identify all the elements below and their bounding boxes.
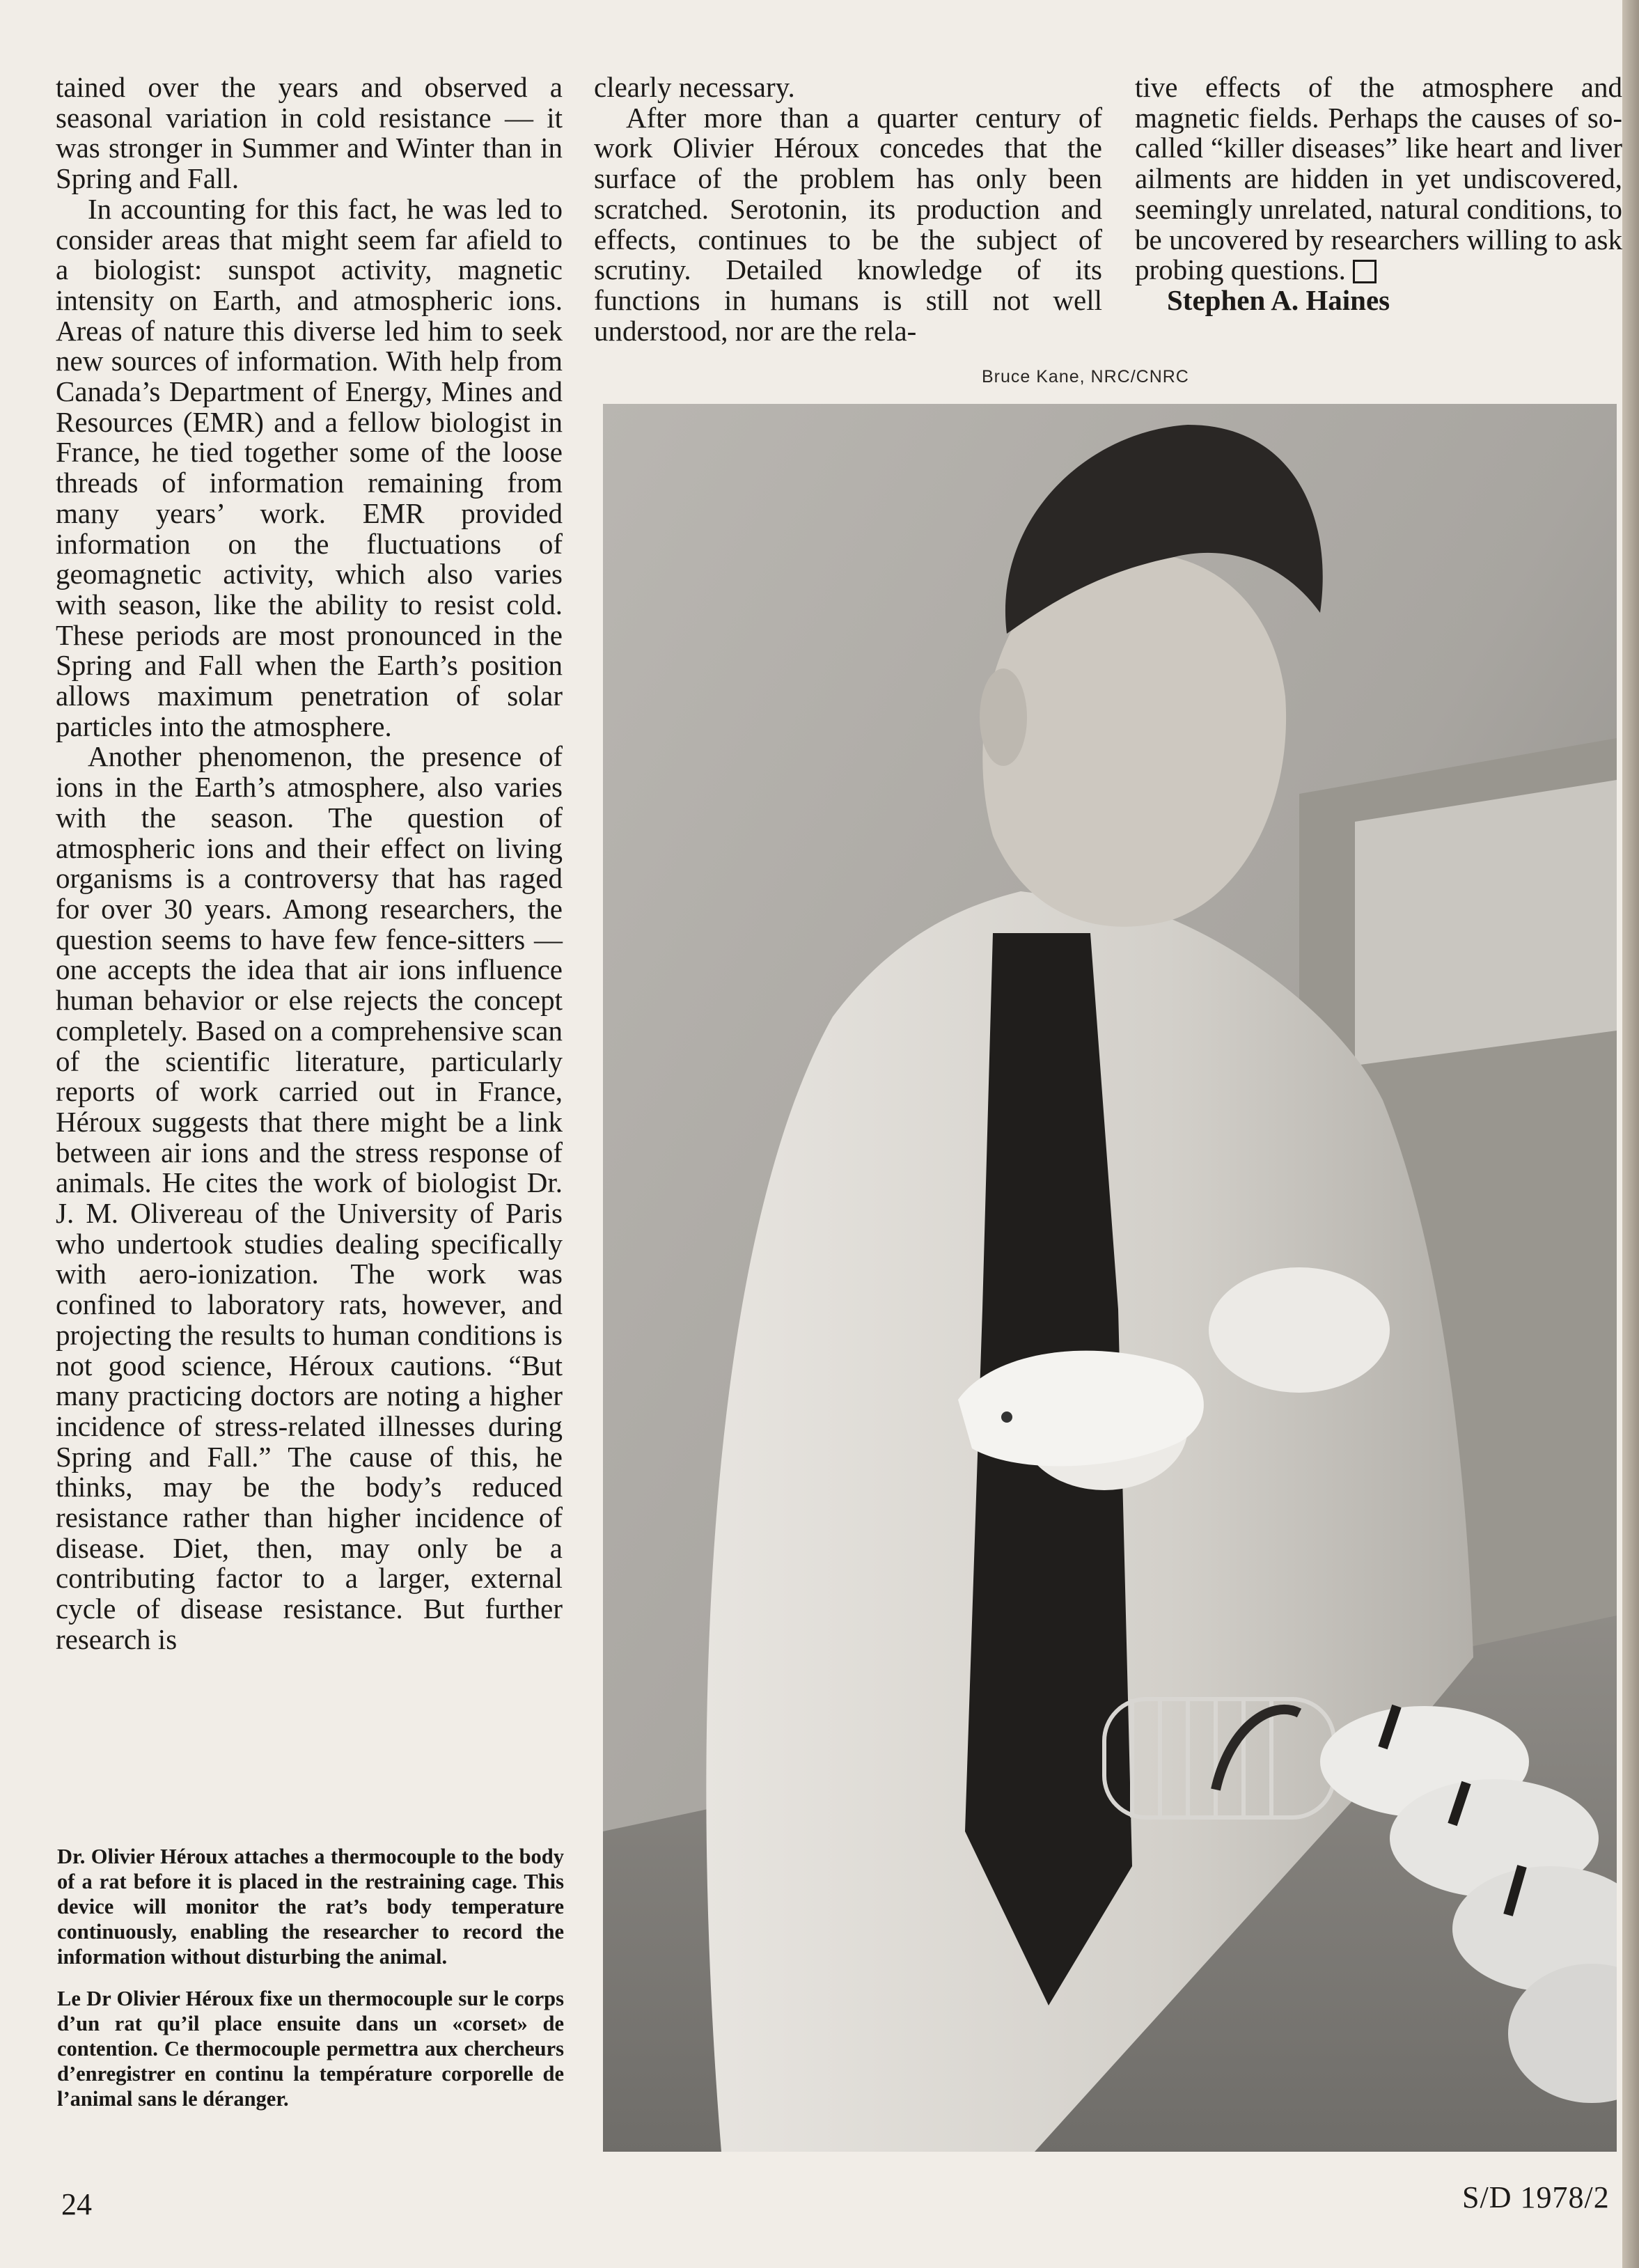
author-byline: Stephen A. Haines	[1167, 283, 1390, 316]
caption-english: Dr. Olivier Héroux attaches a thermocouple to the body of a rat before it is placed in the restraining cage. This device will monitor the rat’s body temperature continuously, enabling the researcher to record the information without disturbing the animal.	[57, 1845, 564, 1969]
photo-credit: Bruce Kane, NRC/CNRC	[982, 367, 1189, 386]
paragraph: tained over the years and observed a seasonal variation in cold resistance — it was stronger in Summer and Winter than in Spring and Fall.	[56, 71, 563, 195]
article-column-2	[594, 72, 1102, 346]
article-column-3	[1135, 72, 1622, 316]
article-column-1	[56, 72, 563, 1655]
paragraph: clearly necessary.	[594, 71, 795, 103]
paragraph: After more than a quarter century of work Olivier Héroux concedes that the surface of the problem has only been scratched. Serotonin, its production and effects, continues to be the subject of scrutiny. Detailed knowledge of its functions in humans is still not well understood, nor are the rela-	[594, 101, 1102, 347]
end-of-article-mark	[1353, 260, 1377, 283]
paragraph: In accounting for this fact, he was led to consider areas that might seem far afield to a biologist: sunspot activity, magnetic intensity on Earth, and atmospheric ions. Areas of nature this diverse led him to seek new sources of information. With help from Canada’s Department of Energy, Mines and Resources (EMR) and a fellow biologist in France, he tied together some of the loose threads of information remaining from many years’ work. EMR provided information on the fluctuations of geomagnetic activity, which also varies with season, like the ability to resist cold. These periods are most pronounced in the Spring and Fall when the Earth’s position allows maximum penetration of solar particles into the atmosphere.	[56, 192, 563, 742]
photo-caption	[57, 1844, 564, 2128]
paragraph	[1135, 72, 1622, 286]
page-number: 24	[61, 2187, 92, 2221]
caption-french: Le Dr Olivier Héroux fixe un thermocouple sur le corps d’un rat qu’il place ensuite dans un «corset» de contention. Ce thermocouple permettra aux chercheurs d’enregistrer en continu la température corporelle de l’animal sans le déranger.	[57, 1987, 564, 2111]
journal-issue: S/D 1978/2	[1462, 2180, 1610, 2214]
page-edge	[1622, 0, 1639, 2268]
paragraph: Another phenomenon, the presence of ions in the Earth’s atmosphere, also varies with the season. The question of atmospheric ions and their effect on living organisms is a controversy that has raged for over 30 years. Among researchers, the question seems to have few fence-sitters — one accepts the idea that air ions influence human behavior or else rejects the concept completely. Based on a comprehensive scan of the scientific literature, particularly reports of work carried out in France, Héroux suggests that there might be a link between air ions and the stress response of animals. He cites the work of biologist Dr. J. M. Olivereau of the University of Paris who undertook studies dealing specifically with aero-ionization. The work was confined to laboratory rats, however, and projecting the results to human conditions is not good science, Héroux cautions. “But many practicing doctors are noting a higher incidence of stress-related illnesses during Spring and Fall.” The cause of this, he thinks, may be the body’s reduced resistance rather than higher incidence of disease. Diet, then, may only be a contributing factor to a larger, external cycle of disease resistance. But further research is	[56, 740, 563, 1655]
paragraph-text: tive effects of the atmosphere and magnetic fields. Perhaps the causes of so-called “killer diseases” like heart and liver ailments are hidden in yet undiscovered, seemingly unrelated, natural conditions, to be uncovered by researchers willing to ask probing questions.	[1135, 71, 1622, 286]
article-photo	[603, 404, 1617, 2152]
